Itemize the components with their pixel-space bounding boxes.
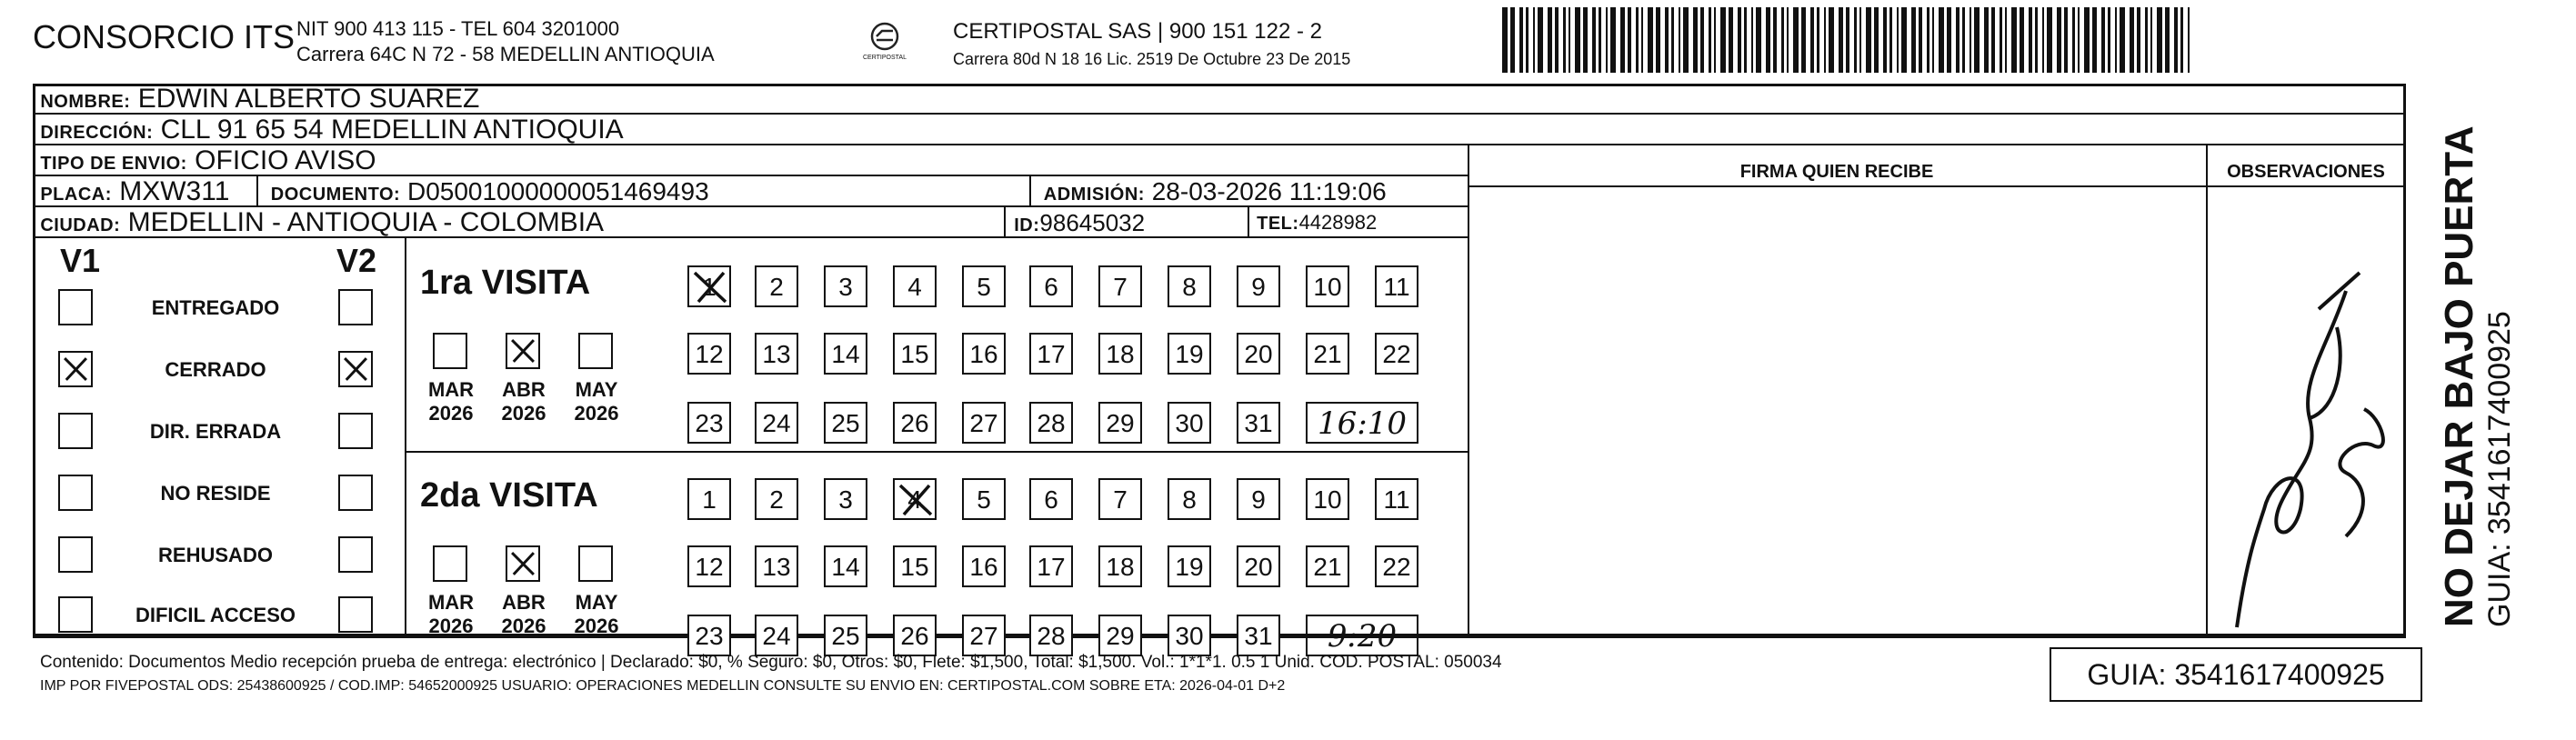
day-number: 21 <box>1313 553 1342 581</box>
day-box[interactable] <box>1098 402 1142 444</box>
day-number: 8 <box>1182 273 1197 301</box>
day-number: 2 <box>769 273 784 301</box>
tel-value: 4428982 <box>1298 211 1378 234</box>
visit-title: 1ra VISITA <box>420 264 591 302</box>
day-number: 13 <box>762 553 791 581</box>
month-name: MAY <box>575 378 618 401</box>
id-value: 98645032 <box>1039 209 1146 236</box>
month-name: MAR <box>427 378 475 401</box>
month-label <box>496 378 551 425</box>
certipostal-logo <box>855 18 915 69</box>
month-checkbox[interactable] <box>578 333 613 369</box>
day-box[interactable] <box>755 545 798 587</box>
day-box[interactable] <box>1098 478 1142 520</box>
day-box[interactable] <box>687 615 731 656</box>
day-box[interactable] <box>1375 478 1418 520</box>
day-box[interactable] <box>1375 545 1418 587</box>
day-number: 5 <box>977 273 991 301</box>
day-number: 3 <box>838 485 853 514</box>
visit-time: 9:20 <box>1306 615 1418 656</box>
v1-checkbox[interactable] <box>58 289 93 325</box>
day-box[interactable] <box>1237 478 1280 520</box>
month-year: 2026 <box>501 402 546 425</box>
day-box[interactable] <box>755 333 798 375</box>
day-box[interactable] <box>1029 402 1073 444</box>
day-box[interactable] <box>1168 478 1211 520</box>
day-number: 16 <box>969 340 998 368</box>
day-number: 31 <box>1244 409 1273 437</box>
day-number: 22 <box>1382 553 1411 581</box>
day-box[interactable] <box>1237 545 1280 587</box>
status-option-label: CERRADO <box>165 358 266 381</box>
day-box[interactable] <box>755 478 798 520</box>
certipostal-info <box>953 18 1350 73</box>
day-box[interactable] <box>962 333 1006 375</box>
documento-label: DOCUMENTO: <box>270 185 401 205</box>
day-box[interactable] <box>687 333 731 375</box>
month-name: MAR <box>427 591 475 614</box>
row-direccion <box>33 115 2406 145</box>
day-box[interactable] <box>1237 615 1280 656</box>
day-number: 6 <box>1044 273 1058 301</box>
day-box[interactable] <box>893 402 937 444</box>
day-box[interactable] <box>1306 545 1349 587</box>
day-number: 30 <box>1175 622 1204 650</box>
status-option-label: NO RESIDE <box>160 482 271 505</box>
month-checkbox[interactable] <box>506 333 540 369</box>
day-box[interactable] <box>1098 333 1142 375</box>
company-info <box>296 16 715 67</box>
firma-header: FIRMA QUIEN RECIBE <box>1739 162 1934 182</box>
day-box[interactable] <box>824 333 867 375</box>
month-year: 2026 <box>428 615 474 637</box>
v2-checkbox[interactable] <box>338 289 373 325</box>
direccion-value: CLL 91 65 54 MEDELLIN ANTIOQUIA <box>160 115 624 145</box>
guia-number: GUIA: 3541617400925 <box>2050 647 2422 702</box>
day-number: 25 <box>831 409 860 437</box>
day-box[interactable] <box>1029 333 1073 375</box>
day-number: 9 <box>1251 273 1266 301</box>
day-number: 23 <box>695 409 724 437</box>
month-year: 2026 <box>428 402 474 425</box>
day-number: 30 <box>1175 409 1204 437</box>
day-number: 27 <box>969 409 998 437</box>
observaciones-header: OBSERVACIONES <box>2227 162 2385 182</box>
day-box[interactable] <box>824 402 867 444</box>
status-option-label: ENTREGADO <box>151 296 280 319</box>
month-checkbox[interactable] <box>506 545 540 582</box>
day-number: 12 <box>695 340 724 368</box>
day-number: 20 <box>1244 553 1273 581</box>
divider <box>1004 207 1006 238</box>
day-box[interactable] <box>687 402 731 444</box>
footer-contenido: Contenido: Documentos Medio recepción prueba de entrega: electrónico | Declarado: $0, % Seguro: $0, Otros: $0, Flete: $1,500, Total: $1,500. Vol.: 1*1*1. 0.5 1 Unid. COD. POSTAL: 050034 <box>40 653 1502 672</box>
id-cell <box>1007 207 1145 241</box>
v2-checkbox[interactable] <box>338 475 373 511</box>
day-number: 11 <box>1383 485 1410 514</box>
day-box[interactable] <box>755 402 798 444</box>
day-number: 16 <box>969 553 998 581</box>
visit-title: 2da VISITA <box>420 476 598 515</box>
side-guia: GUIA: 3541617400925 <box>2482 311 2517 627</box>
month-checkbox[interactable] <box>578 545 613 582</box>
footer-imp: IMP POR FIVEPOSTAL ODS: 25438600925 / COD.IMP: 54652000925 USUARIO: OPERACIONES MEDELLIN CONSULTE SU ENVIO EN: CERTIPOSTAL.COM SOBRE ETA: 2026-04-01 D+2 <box>40 678 1286 694</box>
day-number: 17 <box>1037 553 1066 581</box>
day-number: 27 <box>969 622 998 650</box>
v1-checkbox[interactable] <box>58 351 93 387</box>
admision-label: ADMISIÓN: <box>1043 185 1145 205</box>
day-box[interactable] <box>962 478 1006 520</box>
day-number: 31 <box>1244 622 1273 650</box>
v2-checkbox[interactable] <box>338 351 373 387</box>
v1-label: V1 <box>60 242 101 279</box>
day-number: 24 <box>762 622 791 650</box>
v1-checkbox[interactable] <box>58 413 93 449</box>
day-number: 15 <box>900 553 929 581</box>
day-number: 24 <box>762 409 791 437</box>
month-checkbox[interactable] <box>433 333 467 369</box>
day-number: 15 <box>900 340 929 368</box>
day-number: 23 <box>695 622 724 650</box>
day-box[interactable] <box>755 265 798 307</box>
month-label <box>496 591 551 638</box>
admision-cell <box>1037 176 1387 210</box>
ciudad-value: MEDELLIN - ANTIOQUIA - COLOMBIA <box>127 207 605 237</box>
day-box[interactable] <box>1098 545 1142 587</box>
day-box[interactable] <box>1029 478 1073 520</box>
day-number: 3 <box>838 273 853 301</box>
ciudad-label: CIUDAD: <box>40 215 121 235</box>
divider <box>405 238 406 636</box>
nombre-value: EDWIN ALBERTO SUAREZ <box>137 84 480 114</box>
day-box[interactable] <box>1168 615 1211 656</box>
month-label <box>569 378 624 425</box>
day-number: 20 <box>1244 340 1273 368</box>
day-box[interactable] <box>1306 478 1349 520</box>
day-box[interactable] <box>1168 265 1211 307</box>
day-box[interactable] <box>687 545 731 587</box>
day-number: 25 <box>831 622 860 650</box>
documento-value: D05001000000051469493 <box>406 177 709 205</box>
logo-text: CERTIPOSTAL <box>863 55 907 61</box>
day-box[interactable] <box>824 478 867 520</box>
day-number: 28 <box>1037 622 1066 650</box>
placa-value: MXW311 <box>119 176 230 206</box>
day-box[interactable] <box>1098 615 1142 656</box>
day-number: 17 <box>1037 340 1066 368</box>
day-box[interactable] <box>1237 333 1280 375</box>
day-number: 10 <box>1313 273 1342 301</box>
certipostal-license: Carrera 80d N 18 16 Lic. 2519 De Octubre 23 De 2015 <box>953 50 1351 68</box>
month-label <box>569 591 624 638</box>
day-box[interactable] <box>1237 265 1280 307</box>
day-box[interactable] <box>1029 615 1073 656</box>
company-nit: NIT 900 413 115 - TEL 604 3201000 <box>296 17 620 40</box>
day-box[interactable] <box>1168 545 1211 587</box>
month-year: 2026 <box>574 402 619 425</box>
placa-label: PLACA: <box>40 185 112 205</box>
day-number: 8 <box>1182 485 1197 514</box>
divider <box>2206 145 2208 636</box>
day-number: 18 <box>1106 340 1135 368</box>
day-box[interactable] <box>1168 402 1211 444</box>
day-number: 11 <box>1383 273 1410 301</box>
day-box[interactable] <box>1168 333 1211 375</box>
day-box[interactable] <box>962 545 1006 587</box>
day-number: 19 <box>1175 340 1204 368</box>
status-option-label: DIFICIL ACCESO <box>135 604 296 626</box>
month-year: 2026 <box>501 615 546 637</box>
day-number: 21 <box>1313 340 1342 368</box>
day-number: 13 <box>762 340 791 368</box>
day-box[interactable] <box>893 265 937 307</box>
v2-checkbox[interactable] <box>338 596 373 633</box>
month-checkbox[interactable] <box>433 545 467 582</box>
day-box[interactable] <box>755 615 798 656</box>
admision-value: 28-03-2026 11:19:06 <box>1151 177 1387 205</box>
day-number: 4 <box>907 485 922 514</box>
divider <box>405 451 1468 453</box>
month-name: ABR <box>502 591 546 614</box>
divider <box>33 636 2406 638</box>
day-number: 1 <box>702 485 717 514</box>
v2-label: V2 <box>336 242 377 279</box>
divider <box>1248 207 1249 238</box>
day-number: 7 <box>1113 485 1128 514</box>
signature <box>2210 236 2401 636</box>
day-number: 26 <box>900 409 929 437</box>
month-name: MAY <box>575 591 618 614</box>
day-box[interactable] <box>1375 265 1418 307</box>
documento-cell <box>264 176 709 210</box>
day-box[interactable] <box>1029 265 1073 307</box>
day-box[interactable] <box>962 265 1006 307</box>
nombre-label: NOMBRE: <box>40 92 131 112</box>
day-box[interactable] <box>962 402 1006 444</box>
day-number: 14 <box>831 553 860 581</box>
divider <box>1029 176 1031 207</box>
company-address: Carrera 64C N 72 - 58 MEDELLIN ANTIOQUIA <box>296 43 715 65</box>
side-text <box>2437 125 2518 627</box>
visit-time: 16:10 <box>1306 402 1418 444</box>
day-number: 29 <box>1106 622 1135 650</box>
day-box[interactable] <box>687 265 731 307</box>
day-box[interactable] <box>687 478 731 520</box>
divider <box>1468 185 2406 187</box>
day-number: 4 <box>907 273 922 301</box>
month-name: ABR <box>502 378 546 401</box>
day-box[interactable] <box>1098 265 1142 307</box>
day-box[interactable] <box>893 545 937 587</box>
day-box[interactable] <box>1306 265 1349 307</box>
divider <box>256 176 258 207</box>
month-year: 2026 <box>574 615 619 637</box>
day-number: 22 <box>1382 340 1411 368</box>
tel-label: TEL: <box>1257 214 1299 234</box>
status-option-label: REHUSADO <box>158 544 273 566</box>
company-name: CONSORCIO ITS <box>33 18 296 55</box>
day-box[interactable] <box>962 615 1006 656</box>
barcode <box>1502 7 2193 73</box>
day-number: 6 <box>1044 485 1058 514</box>
day-number: 14 <box>831 340 860 368</box>
day-number: 19 <box>1175 553 1204 581</box>
tipo-label: TIPO DE ENVIO: <box>40 154 187 174</box>
v2-checkbox[interactable] <box>338 536 373 573</box>
day-number: 18 <box>1106 553 1135 581</box>
day-number: 29 <box>1106 409 1135 437</box>
day-box[interactable] <box>1375 333 1418 375</box>
id-label: ID: <box>1014 215 1040 235</box>
divider <box>1468 145 1469 636</box>
day-number: 10 <box>1313 485 1342 514</box>
month-label <box>424 378 478 425</box>
day-number: 28 <box>1037 409 1066 437</box>
tel-cell <box>1251 207 1377 239</box>
day-box[interactable] <box>824 545 867 587</box>
day-number: 26 <box>900 622 929 650</box>
tipo-value: OFICIO AVISO <box>195 145 376 175</box>
day-number: 7 <box>1113 273 1128 301</box>
day-box[interactable] <box>1029 545 1073 587</box>
day-box[interactable] <box>893 333 937 375</box>
status-option-label: DIR. ERRADA <box>149 420 282 443</box>
day-box[interactable] <box>1306 333 1349 375</box>
day-box[interactable] <box>893 478 937 520</box>
day-box[interactable] <box>824 615 867 656</box>
day-number: 5 <box>977 485 991 514</box>
row-nombre <box>33 84 2406 115</box>
row-tipo <box>33 145 1469 176</box>
day-number: 12 <box>695 553 724 581</box>
v1-checkbox[interactable] <box>58 536 93 573</box>
v2-checkbox[interactable] <box>338 413 373 449</box>
day-number: 1 <box>702 273 717 301</box>
day-number: 2 <box>769 485 784 514</box>
day-box[interactable] <box>893 615 937 656</box>
certipostal-name: CERTIPOSTAL SAS | 900 151 122 - 2 <box>953 19 1322 44</box>
direccion-label: DIRECCIÓN: <box>40 123 154 143</box>
day-box[interactable] <box>1237 402 1280 444</box>
v1-checkbox[interactable] <box>58 596 93 633</box>
day-box[interactable] <box>824 265 867 307</box>
v1-checkbox[interactable] <box>58 475 93 511</box>
month-label <box>424 591 478 638</box>
no-dejar-bajo-puerta: NO DEJAR BAJO PUERTA <box>2437 125 2481 627</box>
day-number: 9 <box>1251 485 1266 514</box>
